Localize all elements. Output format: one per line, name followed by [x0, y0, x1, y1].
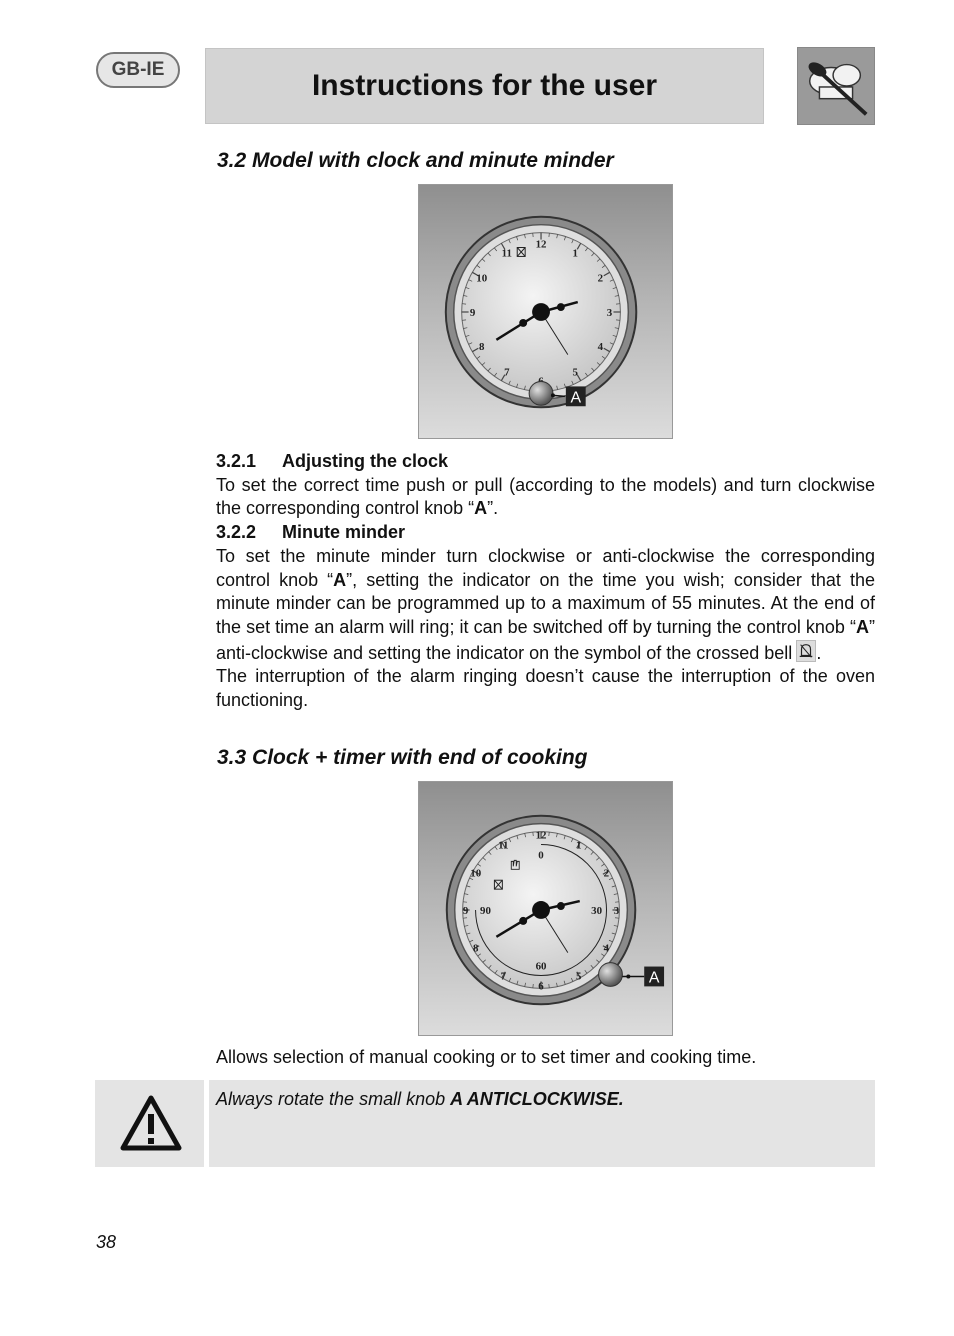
- dial2-numeral: 2: [603, 867, 610, 880]
- dial1-numeral: 9: [469, 306, 476, 319]
- warning-note: Always rotate the small knob A ANTICLOCKWISE.: [209, 1080, 875, 1167]
- section-3-3-title: 3.3 Clock + timer with end of cooking: [217, 746, 588, 769]
- subheading-3-2-1: 3.2.1 Adjusting the clock: [216, 451, 449, 471]
- timer-caption: Allows selection of manual cooking or to set timer and cooking time.: [216, 1047, 757, 1067]
- dial2-numeral: 4: [603, 942, 610, 955]
- crossed-bell-icon: [796, 640, 816, 662]
- page-number: 38: [96, 1232, 117, 1252]
- dial2-numeral: 12: [535, 829, 547, 842]
- region-badge: GB-IE: [96, 52, 180, 88]
- dial1-numeral: 3: [606, 306, 613, 319]
- chef-hat-spoon-icon: [797, 47, 875, 125]
- page-title: Instructions for the user: [311, 69, 658, 102]
- paragraph-adjusting-clock: To set the correct time push or pull (according to the models) and turn clockwise the corresponding control knob “A”.: [216, 474, 875, 519]
- dial1-numeral: 4: [597, 341, 604, 354]
- knob-label-a: A: [648, 969, 660, 987]
- warning-icon-box: [95, 1080, 204, 1167]
- timer-scale-numeral: 90: [480, 904, 491, 917]
- dial1-numeral: 7: [504, 366, 510, 379]
- dial2-numeral: 11: [498, 839, 509, 852]
- subheading-3-2-2: 3.2.2 Minute minder: [216, 522, 406, 543]
- timer-scale-numeral: 30: [591, 904, 603, 917]
- timer-scale-numeral: 0: [538, 849, 544, 862]
- dial1-numeral: 8: [479, 341, 485, 354]
- dial2-numeral: 6: [538, 980, 544, 993]
- section-3-2-body: [216, 450, 875, 713]
- dial2-numeral: 8: [473, 942, 479, 955]
- clock-minute-minder-figure: [418, 184, 673, 439]
- dial1-numeral: 2: [597, 272, 604, 285]
- section-3-2-title: 3.2 Model with clock and minute minder: [217, 149, 614, 172]
- control-knob-a[interactable]: [529, 381, 553, 405]
- dial1-numeral: 5: [572, 366, 578, 379]
- knob-label-a: A: [570, 389, 582, 407]
- dial2-numeral: 1: [576, 839, 582, 852]
- page-header: [205, 48, 764, 124]
- dial1-numeral: 11: [501, 247, 512, 260]
- clock-timer-figure: [418, 781, 673, 1036]
- dial2-numeral: 9: [462, 904, 469, 917]
- dial1-numeral: 10: [476, 272, 488, 285]
- control-knob-a[interactable]: [599, 963, 623, 987]
- timer-scale-numeral: 60: [535, 960, 547, 973]
- dial2-numeral: 7: [500, 970, 507, 983]
- warning-triangle-icon: [95, 1080, 204, 1167]
- dial2-numeral: 5: [576, 970, 582, 983]
- paragraph-minute-minder: To set the minute minder turn clockwise or anti-clockwise the corresponding control knob “A”, setting the indicator on the time you wish; consider that the minute minder can be programmed up to a maximum of 55 minutes. At the end of the set time an alarm will ring; it can be switched off by turning the control knob “A” anti-clockwise and setting the indicator on the symbol of the crossed bell .: [216, 545, 876, 663]
- dial1-numeral: 12: [535, 238, 547, 251]
- dial1-numeral: 1: [572, 247, 578, 260]
- dial2-numeral: 10: [470, 867, 482, 880]
- dial2-numeral: 3: [613, 904, 620, 917]
- paragraph-alarm-interruption: The interruption of the alarm ringing doesn’t cause the interruption of the oven functioning.: [216, 666, 875, 711]
